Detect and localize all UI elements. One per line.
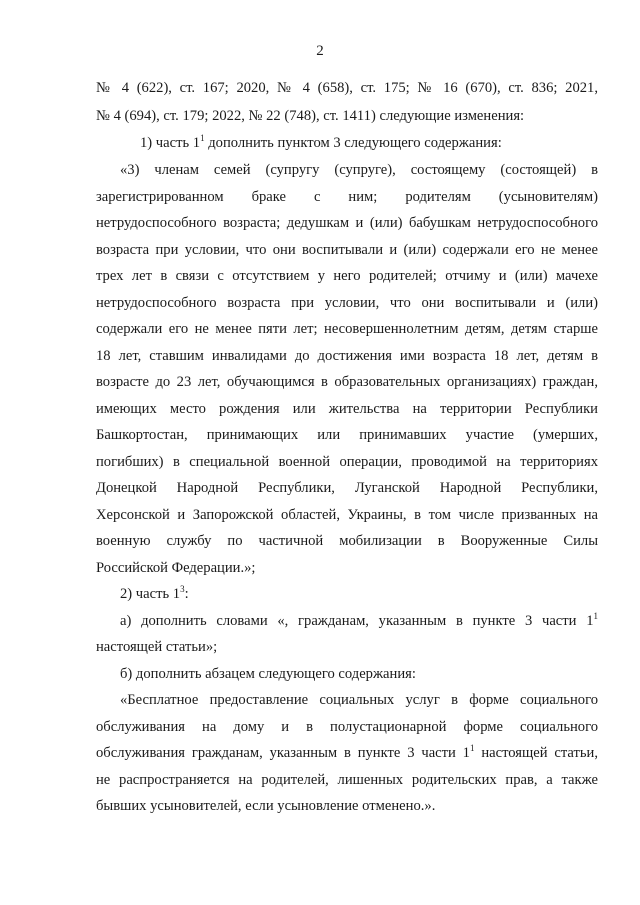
text-line: трех лет в связи с отсутствием у него родителей; отчиму и (или) мачехе <box>96 268 598 284</box>
text-line: Херсонской и Запорожской областей, Украины, в том числе призванных на <box>96 507 598 523</box>
text-line: погибших) в специальной военной операции, проводимой на территориях <box>96 454 598 470</box>
text-line: Российской Федерации.»; <box>96 560 256 576</box>
text-line: «Бесплатное предоставление социальных услуг в форме социального <box>120 692 598 708</box>
text-line: зарегистрированном браке с ним; родителям (усыновителям) <box>96 189 598 205</box>
text-line: имеющих место рождения или жительства на территории Республики <box>96 401 598 417</box>
text-line: Донецкой Народной Республики, Луганской Народной Республики, <box>96 480 598 496</box>
text-line: обслуживания гражданам, указанным в пункте 3 части $1^1$ настоящей статьи, <box>96 743 598 761</box>
text-line: бывших усыновителей, если усыновление отменено.». <box>96 798 436 814</box>
text-line: а) дополнить словами «, гражданам, указанным в пункте 3 части $1^1$ <box>120 611 598 629</box>
text-line: военную службу по частичной мобилизации в Вооруженные Силы <box>96 533 598 549</box>
text-line: возраста при условии, что они воспитывали и (или) содержали его не менее <box>96 242 598 258</box>
text-line: «3) членам семей (супругу (супруге), состоящему (состоящей) в <box>120 162 598 178</box>
text-line: не распространяется на родителей, лишенных родительских прав, а также <box>96 772 598 788</box>
text-line: 1) часть $1^1$ дополнить пунктом 3 следующего содержания: <box>140 133 502 151</box>
text-line: № 4 (694), ст. 179; 2022, № 22 (748), ст. 1411) следующие изменения: <box>96 108 525 124</box>
text-line: нетрудоспособного возраста при условии, что они воспитывали и (или) <box>96 295 598 311</box>
text-line: 2) часть $1^3$: <box>120 584 189 602</box>
text-line: содержали его не менее пяти лет; несовершеннолетним детям, детям старше <box>96 321 598 337</box>
text-line: настоящей статьи»; <box>96 639 218 655</box>
text-line: № 4 (622), ст. 167; 2020, № 4 (658), ст. 175; № 16 (670), ст. 836; 2021, <box>96 80 598 96</box>
text-line: б) дополнить абзацем следующего содержания: <box>120 666 416 682</box>
text-line: Башкортостан, принимающих или принимавших участие (умерших, <box>96 427 598 443</box>
text-line: возрасте до 23 лет, обучающимся в образовательных организациях) граждан, <box>96 374 598 390</box>
text-line: обслуживания на дому и в полустационарной форме социального <box>96 719 598 735</box>
text-line: 18 лет, ставшим инвалидами до достижения ими возраста 18 лет, детям в <box>96 348 598 364</box>
page-number: 2 <box>316 43 324 59</box>
text-line: нетрудоспособного возраста; дедушкам и (или) бабушкам нетрудоспособного <box>96 215 598 231</box>
